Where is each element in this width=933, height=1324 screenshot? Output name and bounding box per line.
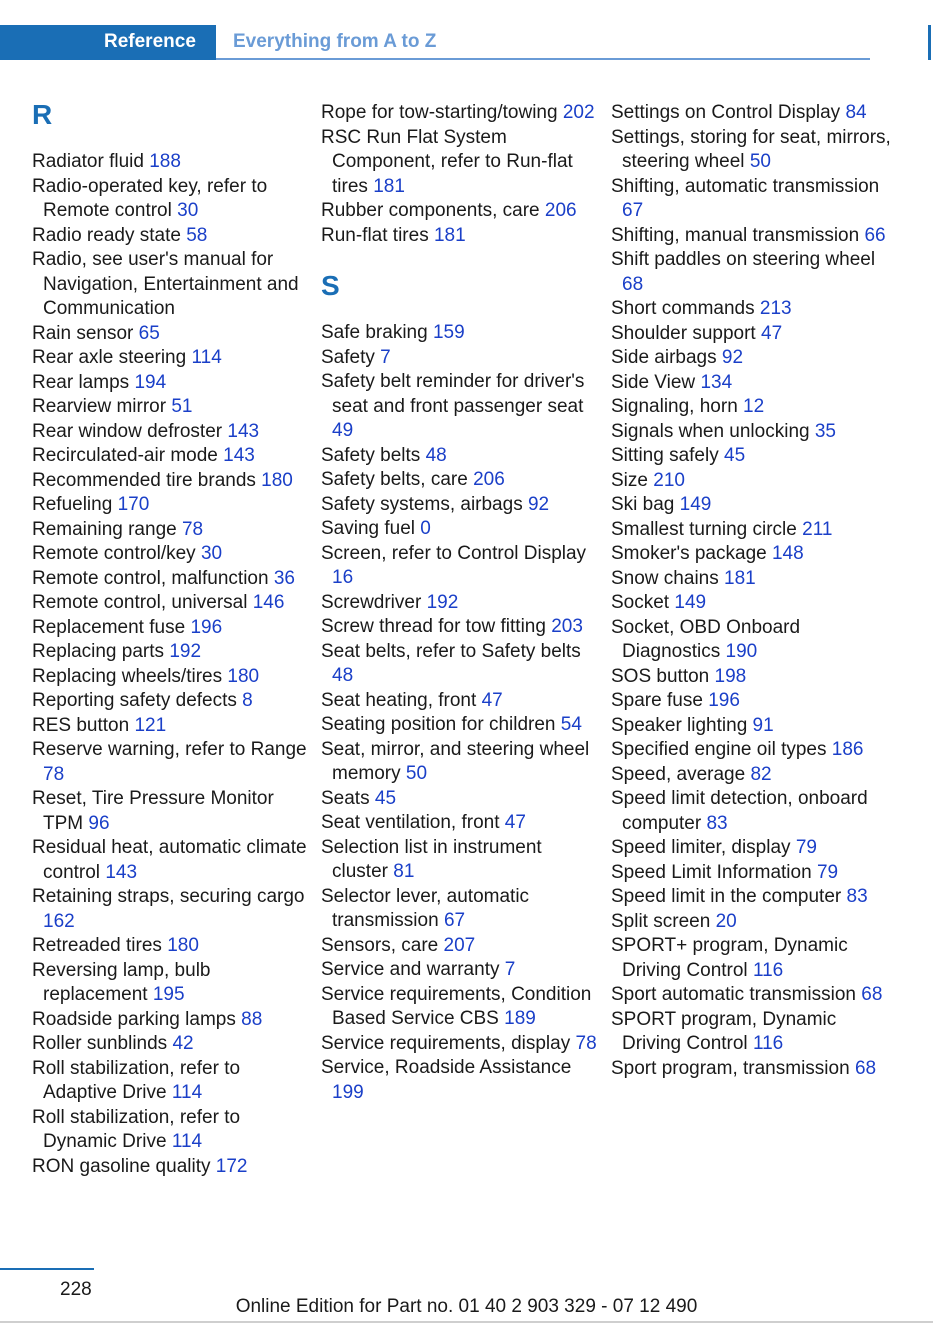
- entry-term: Radio, see user's manual for Navigation, Entertainment and Communication: [32, 249, 299, 319]
- page-link[interactable]: 149: [674, 592, 707, 613]
- thumb-index-mark: [928, 25, 931, 60]
- entry-term: Rain sensor: [32, 322, 134, 344]
- entry-list-s-continued: [611, 101, 891, 1081]
- index-entry: [321, 615, 601, 640]
- index-entry: [32, 934, 312, 959]
- page-link[interactable]: 162: [43, 910, 75, 932]
- entry-term: Residual heat, automatic climate control: [32, 837, 307, 883]
- index-entry: [611, 101, 891, 126]
- page-bottom-rule: [0, 1321, 933, 1323]
- page-link[interactable]: 180: [227, 665, 260, 687]
- page-link[interactable]: 67: [443, 910, 466, 931]
- index-entry: [32, 420, 312, 445]
- index-letter-s: S: [321, 270, 340, 301]
- index-entry: [321, 346, 601, 371]
- index-entry: [32, 469, 312, 494]
- index-entry: [611, 469, 891, 494]
- page-link[interactable]: 213: [759, 298, 792, 319]
- entry-term: Safe braking: [321, 322, 428, 343]
- entry-term: Rear window defroster: [32, 420, 223, 442]
- entry-term: Seating position for children: [321, 714, 556, 735]
- page-link[interactable]: 54: [560, 714, 582, 735]
- entry-term: Safety belts: [321, 444, 421, 466]
- index-entry: [321, 836, 601, 885]
- entry-term: SPORT program, Dynamic Driving Control: [611, 1008, 837, 1054]
- index-entry: [32, 542, 312, 567]
- entry-list-r-continued: [321, 101, 601, 248]
- page-link[interactable]: 67: [622, 200, 644, 221]
- entry-term: Remote control, universal: [32, 592, 248, 613]
- index-entry: [32, 836, 312, 885]
- page-link[interactable]: 36: [273, 567, 295, 589]
- page-link[interactable]: 8: [242, 690, 253, 711]
- entry-term: Socket: [611, 592, 670, 613]
- index-entry: [32, 567, 312, 592]
- index-entry: [321, 542, 601, 591]
- index-entry: [32, 1032, 312, 1057]
- entry-term: Run-flat tires: [321, 224, 429, 246]
- index-entry: [611, 885, 891, 910]
- page-link[interactable]: 88: [241, 1008, 263, 1030]
- page-link[interactable]: 30: [200, 543, 223, 564]
- index-entry: [32, 518, 312, 543]
- page-link[interactable]: 78: [181, 518, 204, 540]
- page-link[interactable]: 82: [750, 763, 772, 785]
- entry-term: Roll stabilization, refer to Adaptive Drive: [32, 1057, 241, 1103]
- entry-term: Rear lamps: [32, 371, 130, 393]
- page-link[interactable]: 206: [473, 469, 505, 490]
- page-link[interactable]: 35: [814, 420, 836, 442]
- index-entry: [611, 444, 891, 469]
- index-entry: [321, 738, 601, 787]
- page-link[interactable]: 48: [425, 444, 447, 466]
- index-entry: [321, 493, 601, 518]
- index-entry: [611, 395, 891, 420]
- entry-term: Reset, Tire Pressure Monitor TPM: [32, 788, 274, 834]
- entry-term: Split screen: [611, 910, 711, 932]
- index-entry: [321, 517, 601, 542]
- entry-term: Recirculated-air mode: [32, 445, 218, 466]
- entry-term: Seat ventilation, front: [321, 812, 500, 833]
- index-entry: [32, 248, 312, 322]
- entry-term: Smallest turning circle: [611, 518, 797, 540]
- index-entry: [32, 493, 312, 518]
- entry-term: RON gasoline quality: [32, 1155, 211, 1177]
- page-link[interactable]: 210: [653, 469, 685, 491]
- entry-term: Screwdriver: [321, 591, 422, 613]
- page-link[interactable]: 146: [252, 592, 285, 613]
- page-link[interactable]: 49: [332, 420, 354, 441]
- entry-term: Size: [611, 469, 648, 491]
- entry-term: Shifting, manual transmission: [611, 224, 860, 246]
- entry-term: Sport program, transmission: [611, 1057, 850, 1079]
- entry-term: Sitting safely: [611, 445, 719, 466]
- page-link[interactable]: 50: [749, 151, 771, 172]
- entry-term: Signaling, horn: [611, 396, 738, 417]
- index-entry: [321, 126, 601, 200]
- entry-term: Refueling: [32, 494, 113, 515]
- entry-term: Shoulder support: [611, 322, 756, 344]
- entry-term: Short commands: [611, 298, 755, 319]
- page-link[interactable]: 79: [816, 861, 839, 883]
- entry-term: Selection list in instrument cluster: [321, 836, 542, 882]
- entry-list-s: [321, 321, 601, 1105]
- page-link[interactable]: 51: [171, 396, 193, 417]
- page-link[interactable]: 48: [332, 665, 354, 686]
- index-entry: [611, 714, 891, 739]
- page-link[interactable]: 181: [433, 224, 466, 246]
- entry-term: Replacing parts: [32, 641, 165, 662]
- entry-term: Speaker lighting: [611, 714, 748, 736]
- entry-term: Shift paddles on steering wheel: [611, 249, 876, 270]
- page-link[interactable]: 181: [373, 175, 405, 197]
- index-entry: [611, 616, 891, 665]
- page-link[interactable]: 149: [679, 494, 712, 515]
- entry-term: Roll stabilization, refer to Dynamic Drive: [32, 1106, 241, 1152]
- entry-term: Remote control, malfunction: [32, 567, 269, 589]
- page-link[interactable]: 143: [105, 861, 138, 883]
- entry-term: Roadside parking lamps: [32, 1008, 236, 1030]
- index-entry: [321, 321, 601, 346]
- index-entry: [321, 983, 601, 1032]
- index-entry: [32, 175, 312, 224]
- index-entry: [611, 493, 891, 518]
- page-link[interactable]: 188: [149, 151, 181, 172]
- page-link[interactable]: 189: [504, 1008, 536, 1029]
- entry-term: Radio ready state: [32, 224, 181, 246]
- index-entry: [32, 322, 312, 347]
- index-entry: [611, 665, 891, 690]
- page-link[interactable]: 211: [802, 518, 833, 540]
- section-subtitle: Everything from A to Z: [233, 31, 437, 52]
- footer-rule: [0, 1268, 94, 1270]
- entry-term: SOS button: [611, 665, 710, 687]
- page-link[interactable]: 78: [575, 1032, 597, 1054]
- entry-term: Speed limiter, display: [611, 837, 791, 858]
- page-link[interactable]: 194: [134, 371, 167, 393]
- entry-term: Selector lever, automatic transmission: [321, 885, 530, 931]
- index-entry: [32, 150, 312, 175]
- entry-term: Recommended tire brands: [32, 469, 256, 491]
- entry-term: Snow chains: [611, 567, 719, 589]
- index-entry: [611, 542, 891, 567]
- index-entry: [321, 885, 601, 934]
- index-entry: [321, 1056, 601, 1105]
- entry-term: Screw thread for tow fitting: [321, 616, 546, 637]
- entry-term: Radiator fluid: [32, 151, 144, 172]
- index-entry: [611, 346, 891, 371]
- entry-term: Side View: [611, 371, 696, 393]
- index-entry: [321, 199, 601, 224]
- index-entry: [32, 640, 312, 665]
- index-entry: [32, 616, 312, 641]
- index-entry: [611, 297, 891, 322]
- entry-term: Rear axle steering: [32, 347, 187, 368]
- index-entry: [321, 370, 601, 444]
- page-link[interactable]: 196: [708, 690, 740, 711]
- page-link[interactable]: 7: [380, 346, 391, 368]
- page-link[interactable]: 134: [700, 371, 733, 393]
- index-entry: [32, 444, 312, 469]
- index-entry: [611, 126, 891, 175]
- page-link[interactable]: 84: [845, 102, 867, 123]
- page-link[interactable]: 45: [374, 787, 397, 809]
- page-link[interactable]: 159: [432, 322, 465, 343]
- entry-list-r: [32, 150, 312, 1179]
- entry-term: Replacing wheels/tires: [32, 665, 223, 687]
- index-entry: [611, 248, 891, 297]
- index-entry: [611, 591, 891, 616]
- entry-term: Sensors, care: [321, 934, 439, 956]
- entry-term: Retreaded tires: [32, 935, 162, 956]
- entry-term: Reporting safety defects: [32, 690, 237, 711]
- page-link[interactable]: 92: [527, 493, 550, 515]
- index-entry: [321, 811, 601, 836]
- index-entry: [321, 934, 601, 959]
- page-link[interactable]: 192: [426, 591, 459, 613]
- index-entry: [32, 787, 312, 836]
- page-link[interactable]: 207: [443, 934, 476, 956]
- entry-term: Service requirements, display: [321, 1032, 571, 1054]
- index-entry: [32, 738, 312, 787]
- index-entry: [321, 958, 601, 983]
- index-entry: [321, 444, 601, 469]
- page-link[interactable]: 78: [43, 763, 65, 785]
- index-entry: [32, 1155, 312, 1180]
- entry-term: Seat, mirror, and steering wheel memory: [321, 738, 590, 784]
- index-entry: [32, 371, 312, 396]
- page-link[interactable]: 45: [724, 445, 746, 466]
- index-entry: [611, 371, 891, 396]
- entry-term: Seats: [321, 787, 370, 809]
- page-link[interactable]: 181: [724, 567, 756, 589]
- page-number: 228: [60, 1279, 92, 1300]
- page-link[interactable]: 186: [831, 739, 864, 760]
- index-entry: [32, 959, 312, 1008]
- entry-term: Reserve warning, refer to Range: [32, 739, 307, 760]
- entry-term: Shifting, automatic transmission: [611, 175, 880, 197]
- page-link[interactable]: 116: [752, 959, 784, 981]
- index-entry: [321, 591, 601, 616]
- page-link[interactable]: 91: [752, 714, 774, 736]
- index-entry: [321, 224, 601, 249]
- page-link[interactable]: 206: [544, 200, 577, 221]
- entry-term: Ski bag: [611, 494, 675, 515]
- index-entry: [321, 101, 601, 126]
- entry-term: Rearview mirror: [32, 396, 167, 417]
- page-link[interactable]: 0: [420, 518, 431, 539]
- page-link[interactable]: 83: [706, 812, 728, 834]
- section-title: Reference: [104, 31, 196, 52]
- index-entry: [32, 689, 312, 714]
- page-link[interactable]: 143: [227, 420, 260, 442]
- entry-term: Retaining straps, securing cargo: [32, 886, 305, 907]
- index-column-2: [321, 101, 601, 1105]
- edition-note: Online Edition for Part no. 01 40 2 903 329 - 07 12 490: [235, 1296, 698, 1317]
- page-link[interactable]: 96: [88, 812, 110, 834]
- index-entry: [32, 591, 312, 616]
- entry-term: Speed Limit Information: [611, 861, 812, 883]
- index-entry: [321, 787, 601, 812]
- index-entry: [611, 934, 891, 983]
- index-entry: [611, 763, 891, 788]
- page-link[interactable]: 30: [177, 200, 199, 221]
- page-link[interactable]: 180: [167, 935, 199, 956]
- page-link[interactable]: 196: [190, 616, 223, 638]
- index-column-1: [32, 101, 312, 1179]
- page-link[interactable]: 114: [171, 1131, 203, 1152]
- index-entry: [611, 689, 891, 714]
- entry-term: Speed limit in the computer: [611, 886, 842, 907]
- index-entry: [32, 1008, 312, 1033]
- entry-term: Screen, refer to Control Display: [321, 542, 587, 564]
- page-link[interactable]: 65: [138, 322, 160, 344]
- index-entry: [32, 1106, 312, 1155]
- entry-term: Seat belts, refer to Safety belts: [321, 640, 581, 662]
- entry-term: Service and warranty: [321, 959, 500, 980]
- index-entry: [32, 665, 312, 690]
- index-entry: [321, 713, 601, 738]
- index-entry: [321, 640, 601, 689]
- entry-term: Signals when unlocking: [611, 420, 810, 442]
- index-column-3: [611, 101, 891, 1081]
- index-entry: [32, 224, 312, 249]
- page-link[interactable]: 7: [504, 959, 516, 980]
- page-link[interactable]: 68: [861, 984, 883, 1005]
- index-entry: [32, 1057, 312, 1106]
- entry-term: Rope for tow-starting/towing: [321, 102, 558, 123]
- page-link[interactable]: 47: [481, 689, 503, 711]
- page-link[interactable]: 83: [846, 886, 868, 907]
- page-link[interactable]: 16: [332, 567, 354, 588]
- page-link[interactable]: 47: [761, 322, 783, 344]
- entry-term: Side airbags: [611, 347, 717, 368]
- entry-term: Service, Roadside Assistance: [321, 1057, 572, 1078]
- page-link[interactable]: 47: [504, 812, 526, 833]
- page-link[interactable]: 116: [752, 1033, 784, 1054]
- entry-term: RSC Run Flat System Component, refer to Run-flat tires: [321, 126, 573, 197]
- entry-term: Remote control/key: [32, 543, 196, 564]
- page-link[interactable]: 172: [215, 1155, 248, 1177]
- entry-term: Replacement fuse: [32, 616, 186, 638]
- entry-term: Reversing lamp, bulb replacement: [32, 959, 211, 1005]
- page-link[interactable]: 92: [721, 347, 744, 368]
- index-entry: [321, 1032, 601, 1057]
- entry-term: Radio-operated key, refer to Remote control: [32, 175, 268, 221]
- page-link[interactable]: 199: [332, 1081, 364, 1103]
- entry-term: Service requirements, Condition Based Service CBS: [321, 983, 592, 1029]
- entry-term: Socket, OBD Onboard Diagnostics: [611, 616, 801, 662]
- page-link[interactable]: 12: [743, 396, 765, 417]
- index-letter-r: R: [32, 99, 53, 130]
- page-link[interactable]: 42: [172, 1033, 194, 1054]
- entry-term: SPORT+ program, Dynamic Driving Control: [611, 935, 848, 981]
- page-link[interactable]: 50: [405, 763, 428, 784]
- index-entry: [32, 346, 312, 371]
- index-entry: [611, 910, 891, 935]
- page-link[interactable]: 195: [152, 984, 185, 1005]
- entry-term: RES button: [32, 714, 130, 736]
- entry-term: Smoker's package: [611, 543, 767, 564]
- page-link[interactable]: 143: [223, 445, 255, 466]
- page-link[interactable]: 202: [562, 102, 595, 123]
- entry-term: Settings on Control Display: [611, 102, 841, 123]
- entry-term: Safety systems, airbags: [321, 493, 523, 515]
- page-link[interactable]: 114: [191, 347, 222, 368]
- entry-term: Remaining range: [32, 518, 177, 540]
- page-link[interactable]: 68: [854, 1057, 877, 1079]
- entry-term: Speed limit detection, onboard computer: [611, 788, 868, 834]
- entry-term: Speed, average: [611, 763, 746, 785]
- entry-term: Safety: [321, 346, 375, 368]
- index-entry: [611, 322, 891, 347]
- index-entry: [611, 420, 891, 445]
- entry-term: Specified engine oil types: [611, 739, 827, 760]
- entry-term: Roller sunblinds: [32, 1033, 168, 1054]
- index-entry: [611, 861, 891, 886]
- index-entry: [32, 885, 312, 934]
- entry-term: Safety belt reminder for driver's seat and front passenger seat: [321, 371, 585, 417]
- index-entry: [611, 983, 891, 1008]
- index-entry: [611, 518, 891, 543]
- page-link[interactable]: 148: [771, 543, 804, 564]
- index-entry: [32, 714, 312, 739]
- index-entry: [611, 175, 891, 224]
- page-link[interactable]: 66: [864, 224, 886, 246]
- index-entry: [321, 468, 601, 493]
- page-link[interactable]: 68: [622, 273, 644, 295]
- index-entry: [321, 689, 601, 714]
- page-link[interactable]: 81: [393, 861, 415, 882]
- page-link[interactable]: 180: [261, 469, 293, 491]
- page-link[interactable]: 170: [117, 494, 150, 515]
- index-entry: [611, 567, 891, 592]
- index-entry: [611, 1008, 891, 1057]
- page-link[interactable]: 198: [714, 665, 747, 687]
- entry-term: Seat heating, front: [321, 689, 477, 711]
- index-entry: [611, 787, 891, 836]
- page-link[interactable]: 58: [186, 224, 208, 246]
- index-entry: [611, 1057, 891, 1082]
- entry-term: Safety belts, care: [321, 469, 468, 490]
- header-rule: [216, 58, 870, 60]
- index-entry: [611, 224, 891, 249]
- page-link[interactable]: 192: [169, 641, 202, 662]
- entry-term: Rubber components, care: [321, 200, 540, 221]
- entry-term: Settings, storing for seat, mirrors, steering wheel: [611, 126, 891, 172]
- entry-term: Saving fuel: [321, 518, 416, 539]
- index-entry: [611, 836, 891, 861]
- index-entry: [611, 738, 891, 763]
- page-link[interactable]: 20: [715, 910, 737, 932]
- entry-term: Spare fuse: [611, 690, 703, 711]
- page-link[interactable]: 190: [725, 641, 758, 662]
- page-link[interactable]: 79: [795, 837, 817, 858]
- page-link[interactable]: 203: [551, 616, 583, 637]
- index-entry: [32, 395, 312, 420]
- page-link[interactable]: 114: [171, 1082, 203, 1103]
- entry-term: Sport automatic transmission: [611, 984, 856, 1005]
- page-link[interactable]: 121: [134, 714, 167, 736]
